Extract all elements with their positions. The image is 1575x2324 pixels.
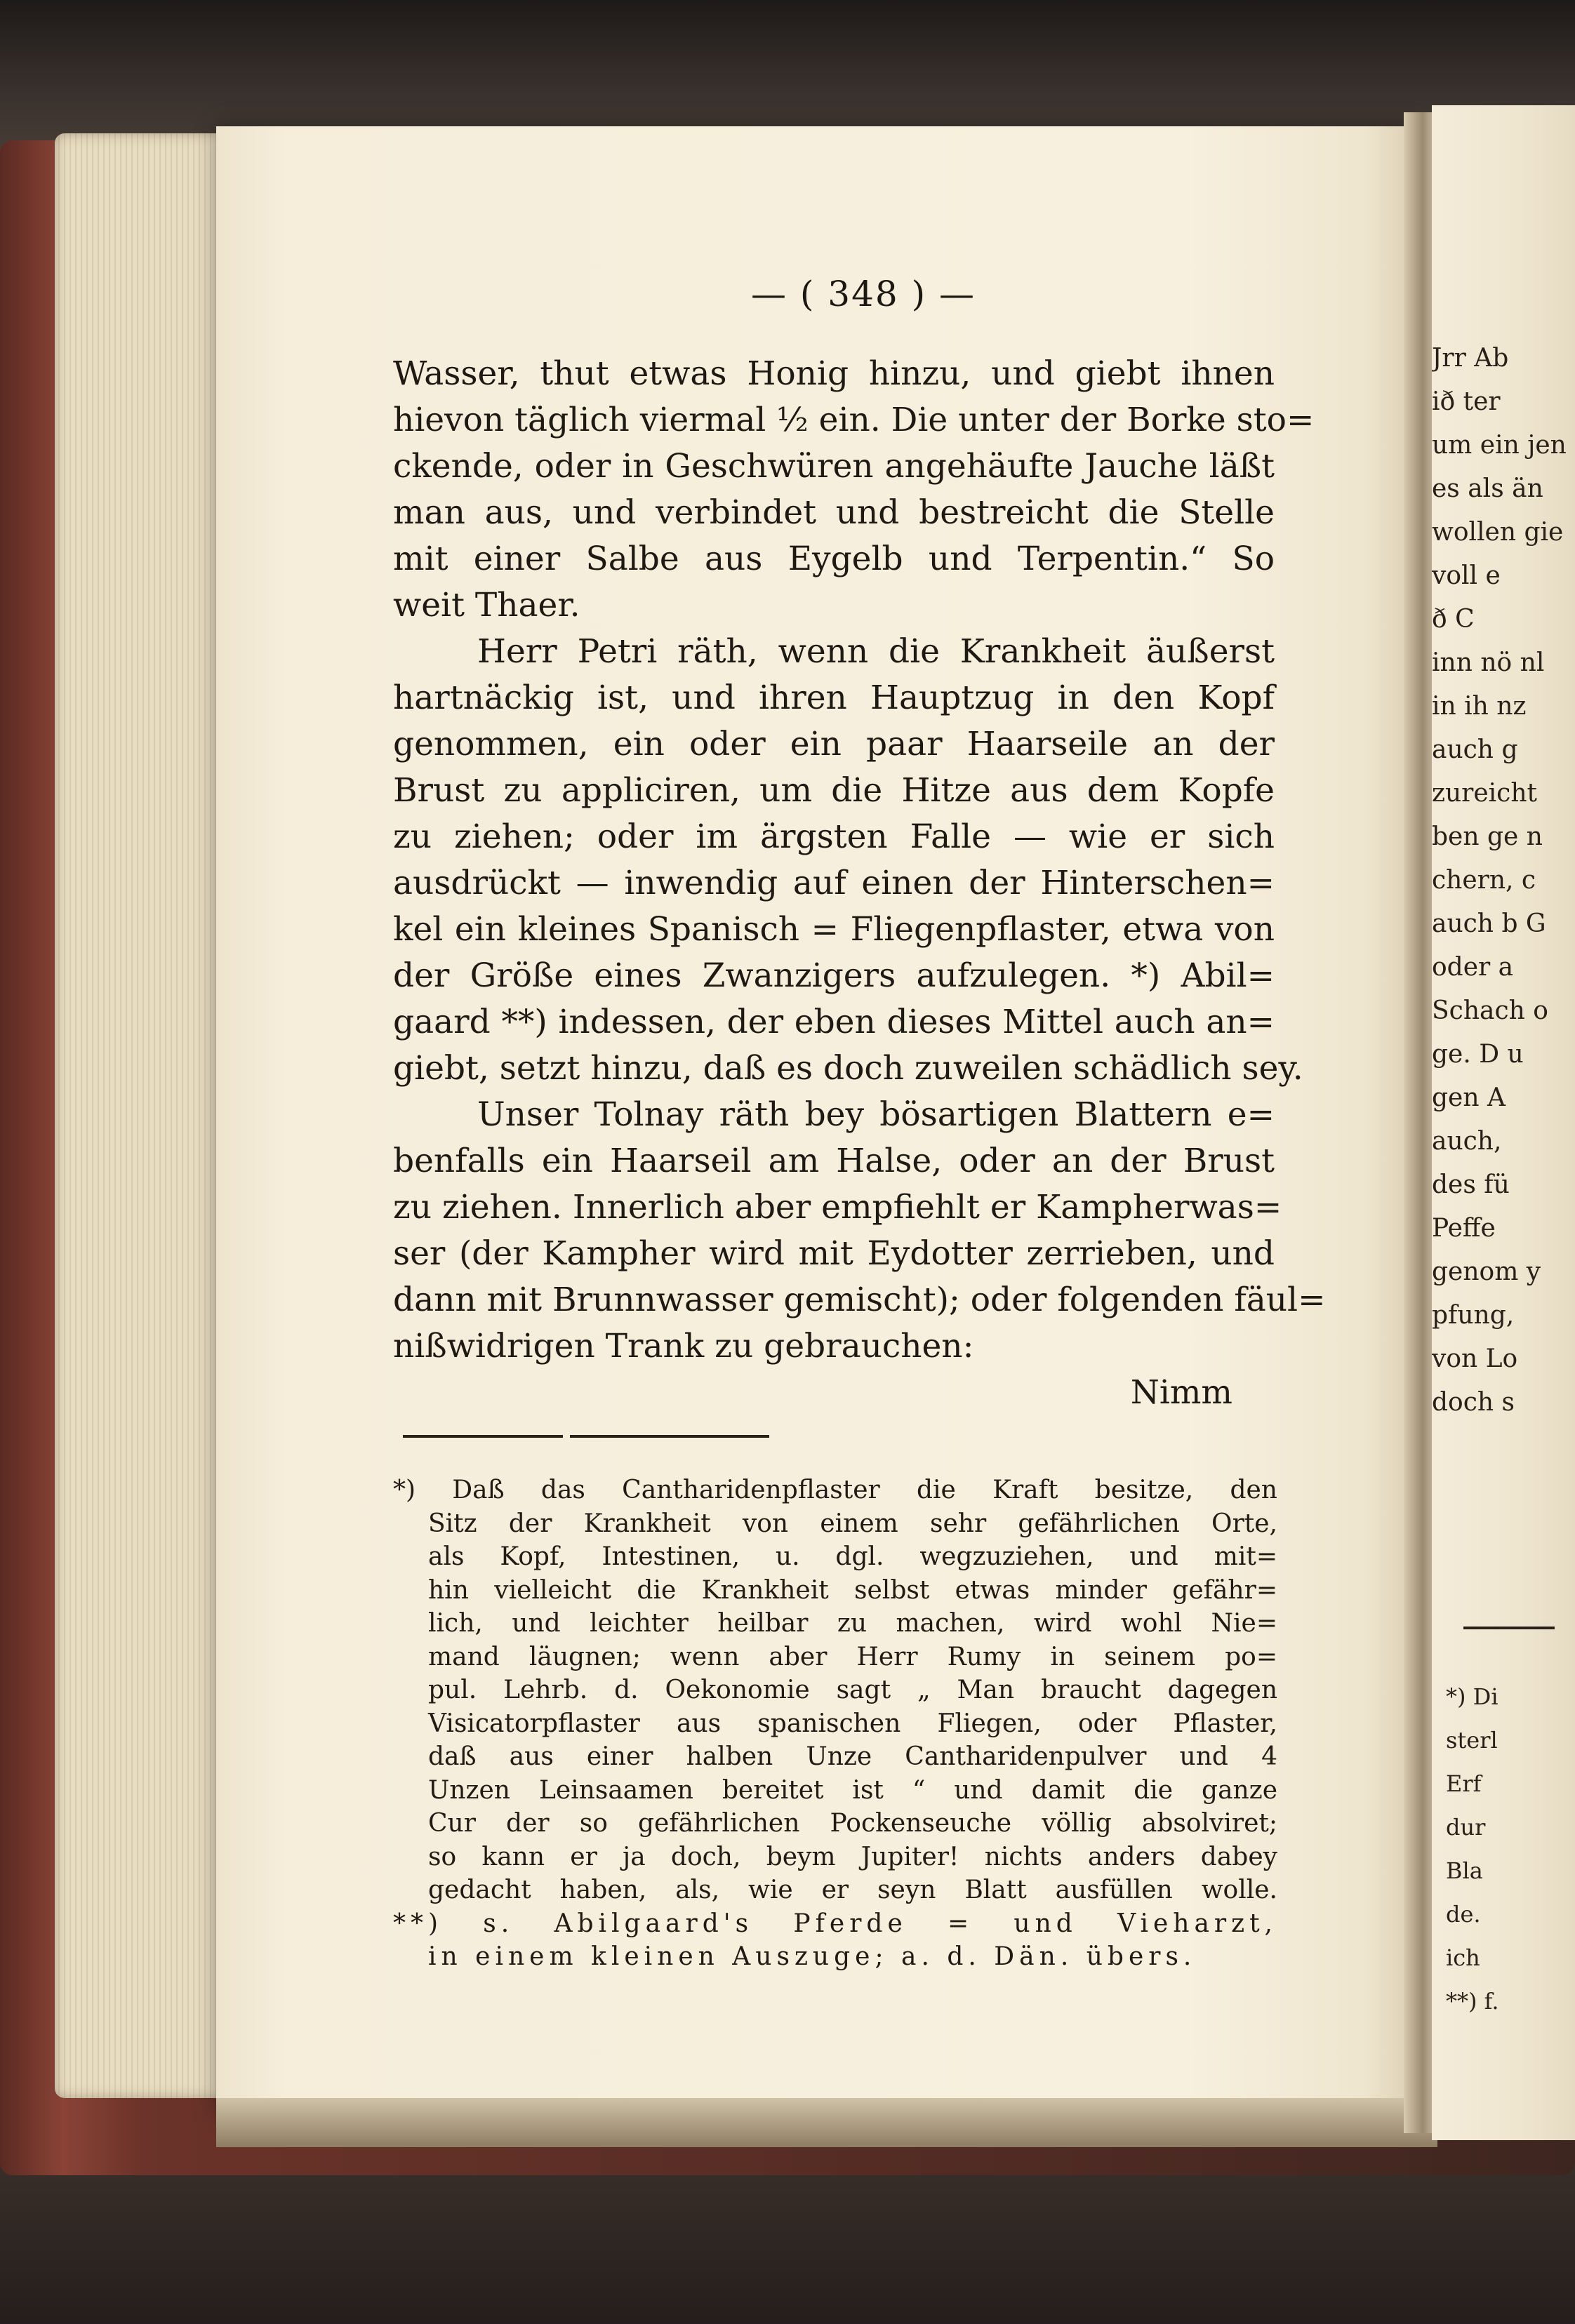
- facing-line: chern, c: [1432, 866, 1536, 895]
- facing-line: Peffe: [1432, 1214, 1496, 1243]
- text-line: Wasser, thut etwas Honig hinzu, und giebt ihnen: [393, 354, 1275, 393]
- page-bottom-edge: [216, 2098, 1437, 2147]
- footnote-rule: [570, 1435, 769, 1438]
- footnote-line: in einem kleinen Auszuge; a. d. Dän. übers.: [428, 1942, 1197, 1971]
- footnote-line: Visicatorpflaster aus spanischen Fliegen, oder Pflaster,: [428, 1709, 1277, 1738]
- footnote-line: pul. Lehrb. d. Oekonomie sagt „ Man braucht dagegen: [428, 1676, 1277, 1704]
- footnote-line: mand läugnen; wenn aber Herr Rumy in seinem po=: [428, 1642, 1277, 1671]
- footnote-line: Cur der so gefährlichen Pockenseuche völlig absolviret;: [428, 1809, 1277, 1838]
- facing-line: auch,: [1432, 1127, 1502, 1156]
- facing-line: doch s: [1432, 1388, 1515, 1417]
- footnote-line: lich, und leichter heilbar zu machen, wird wohl Nie=: [428, 1609, 1277, 1638]
- text-line: Herr Petri räth, wenn die Krankheit äußerst: [477, 632, 1275, 671]
- footnote-line: **) s. Abilgaard's Pferde = und Vieharzt,: [393, 1909, 1277, 1938]
- text-line: kel ein kleines Spanisch = Fliegenpflaster, etwa von: [393, 910, 1275, 949]
- text-line: benfalls ein Haarseil am Halse, oder an der Brust: [393, 1142, 1275, 1180]
- text-line: ausdrückt — inwendig auf einen der Hinterschen=: [393, 864, 1275, 902]
- facing-line: ben ge n: [1432, 822, 1543, 851]
- facing-note-line: **) f.: [1446, 1988, 1499, 2015]
- text-line: der Größe eines Zwanzigers aufzulegen. *) Abil=: [393, 956, 1275, 995]
- facing-page-text: [1432, 337, 1572, 1424]
- facing-line: ð C: [1432, 605, 1475, 634]
- facing-note-line: de.: [1446, 1901, 1481, 1928]
- facing-line: voll e: [1432, 561, 1501, 590]
- text-line: Brust zu appliciren, um die Hitze aus dem Kopfe: [393, 771, 1275, 810]
- page-number-header: — ( 348 ) —: [750, 274, 976, 314]
- page-edges: [55, 133, 223, 2098]
- footnote-line: *) Daß das Cantharidenpflaster die Kraft besitze, den: [393, 1476, 1277, 1504]
- facing-footnote-rule: [1463, 1627, 1555, 1629]
- text-line: ckende, oder in Geschwüren angehäufte Jauche läßt: [393, 447, 1275, 486]
- facing-note-line: dur: [1446, 1814, 1486, 1841]
- facing-line: ge. D u: [1432, 1040, 1524, 1069]
- text-line: nißwidrigen Trank zu gebrauchen:: [393, 1327, 974, 1365]
- facing-line: Schach o: [1432, 996, 1548, 1025]
- facing-line: es als än: [1432, 474, 1543, 503]
- footnote-line: gedacht haben, als, wie er seyn Blatt ausfüllen wolle.: [428, 1876, 1277, 1904]
- footnote-line: als Kopf, Intestinen, u. dgl. wegzuziehen, und mit=: [428, 1542, 1277, 1571]
- text-line: genommen, ein oder ein paar Haarseile an der: [393, 725, 1275, 763]
- footnote-line: Sitz der Krankheit von einem sehr gefährlichen Orte,: [428, 1509, 1277, 1538]
- footnote-rule: [403, 1435, 563, 1438]
- facing-line: wollen gie: [1432, 518, 1564, 547]
- main-text: [393, 351, 1326, 1416]
- catchword: Nimm: [1130, 1373, 1232, 1412]
- footnote-line: so kann er ja doch, beym Jupiter! nichts anders dabey: [428, 1842, 1277, 1871]
- text-line: Unser Tolnay räth bey bösartigen Blattern e=: [477, 1095, 1275, 1134]
- text-line: weit Thaer.: [393, 586, 580, 625]
- facing-line: auch g: [1432, 735, 1518, 764]
- facing-line: oder a: [1432, 953, 1514, 982]
- footnote-line: Unzen Leinsaamen bereitet ist “ und damit die ganze: [428, 1775, 1277, 1805]
- text-line: man aus, und verbindet und bestreicht die Stelle: [393, 493, 1275, 532]
- facing-note-line: *) Di: [1446, 1683, 1498, 1710]
- facing-note-line: sterl: [1446, 1727, 1498, 1754]
- text-line: zu ziehen. Innerlich aber empfiehlt er Kampherwas=: [393, 1188, 1282, 1227]
- text-line: ser (der Kampher wird mit Eydotter zerrieben, und: [393, 1234, 1275, 1273]
- facing-line: genom y: [1432, 1257, 1541, 1286]
- facing-line: ið ter: [1432, 387, 1501, 416]
- facing-line: in ih nz: [1432, 692, 1527, 721]
- facing-line: Jrr Ab: [1432, 344, 1509, 373]
- facing-line: inn nö nl: [1432, 648, 1545, 677]
- facing-line: zureicht: [1432, 779, 1537, 808]
- facing-note-line: Bla: [1446, 1857, 1483, 1884]
- text-line: giebt, setzt hinzu, daß es doch zuweilen schädlich sey.: [393, 1049, 1303, 1088]
- text-line: hievon täglich viermal ½ ein. Die unter der Borke sto=: [393, 401, 1315, 439]
- text-line: dann mit Brunnwasser gemischt); oder folgenden fäul=: [393, 1281, 1326, 1319]
- text-line: zu ziehen; oder im ärgsten Falle — wie er sich: [393, 817, 1275, 856]
- facing-note-line: ich: [1446, 1944, 1480, 1971]
- text-line: hartnäckig ist, und ihren Hauptzug in den Kopf: [393, 679, 1275, 717]
- facing-line: gen A: [1432, 1083, 1506, 1112]
- footnote-line: daß aus einer halben Unze Cantharidenpulver und 4: [428, 1742, 1277, 1771]
- facing-line: des fü: [1432, 1170, 1510, 1199]
- facing-line: pfung,: [1432, 1301, 1515, 1330]
- facing-page-footnotes: [1446, 1677, 1575, 2025]
- facing-note-line: Erf: [1446, 1770, 1482, 1797]
- footnotes: [393, 1474, 1277, 1974]
- facing-line: von Lo: [1432, 1344, 1518, 1373]
- facing-line: um ein jen: [1432, 431, 1567, 460]
- text-line: mit einer Salbe aus Eygelb und Terpentin.“ So: [393, 540, 1275, 578]
- footnote-line: hin vielleicht die Krankheit selbst etwas minder gefähr=: [428, 1575, 1277, 1605]
- facing-line: auch b G: [1432, 909, 1546, 938]
- text-line: gaard **) indessen, der eben dieses Mittel auch an=: [393, 1003, 1275, 1041]
